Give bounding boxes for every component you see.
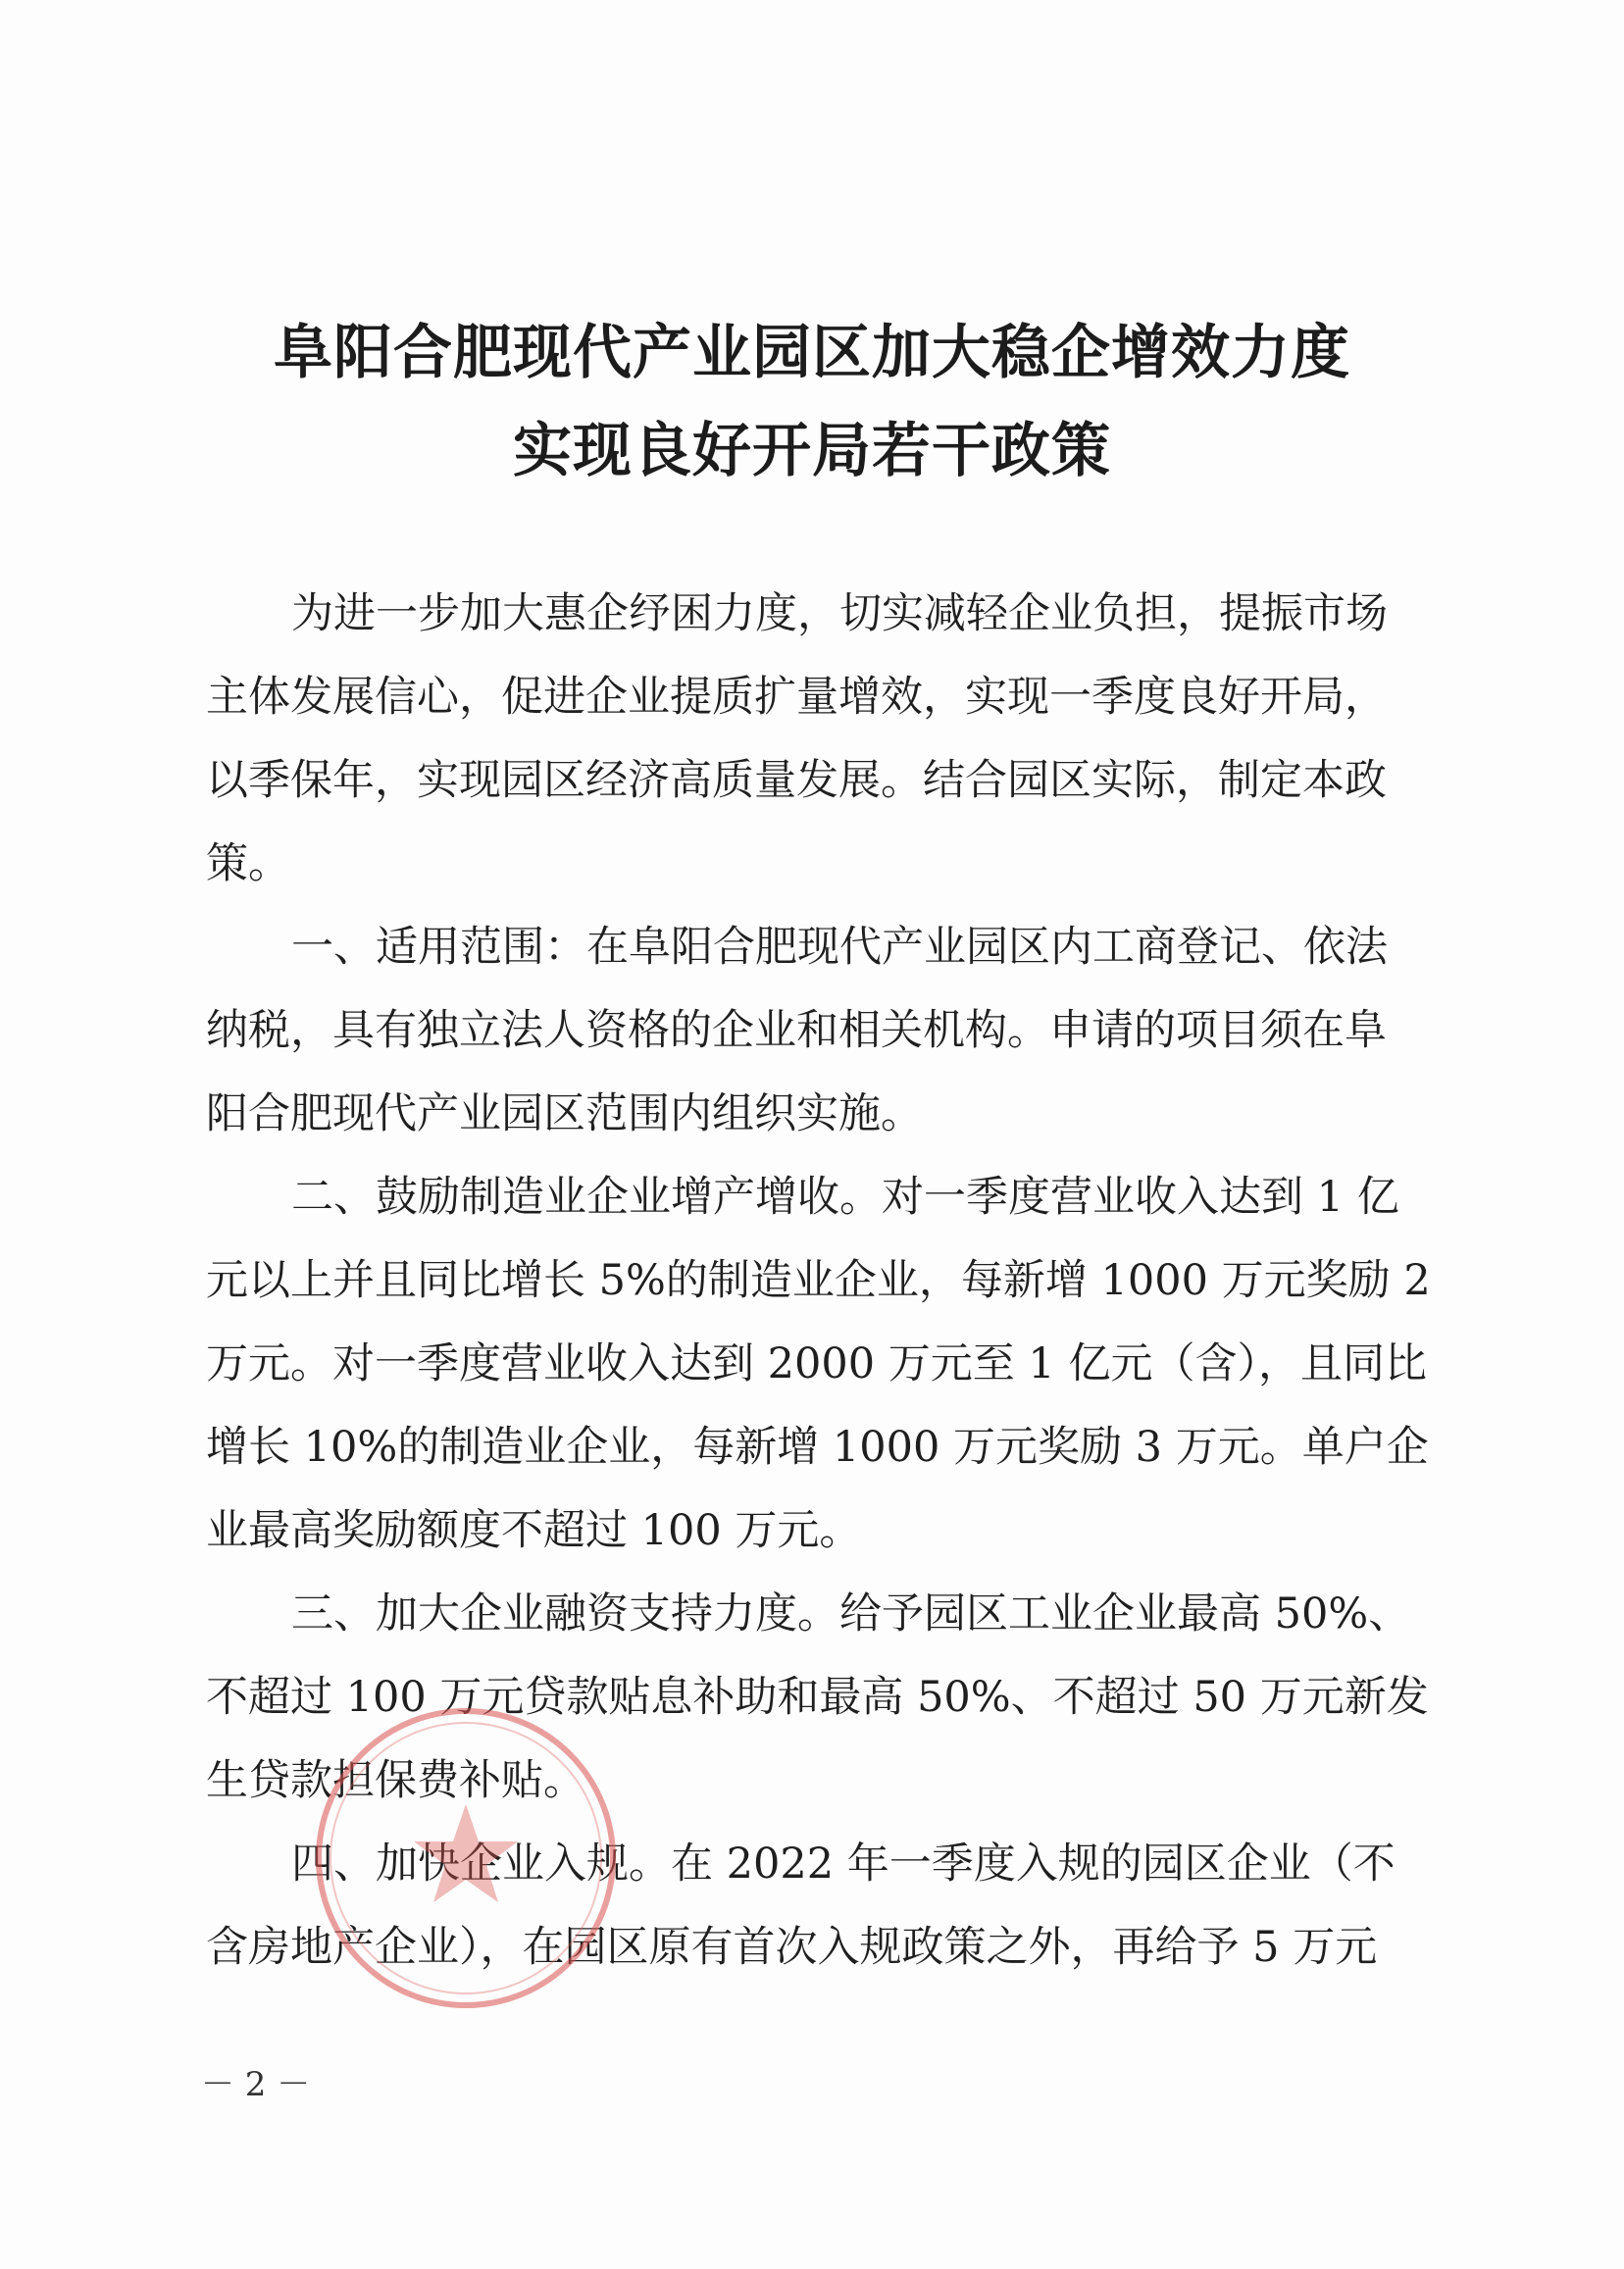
body-line: 不超过 100 万元贷款贴息补助和最高 50%、不超过 50 万元新发 — [206, 1673, 1429, 1722]
body-line: 三、加大企业融资支持力度。给予园区工业企业最高 50%、 — [291, 1589, 1411, 1639]
body-line: 万元。对一季度营业收入达到 2000 万元至 1 亿元（含），且同比 — [206, 1339, 1427, 1388]
body-line: 含房地产企业），在园区原有首次入规政策之外，再给予 5 万元 — [206, 1923, 1378, 1972]
body-line: 增长 10%的制造业企业，每新增 1000 万元奖励 3 万元。单户企 — [206, 1423, 1429, 1472]
body-line: 纳税，具有独立法人资格的企业和相关机构。申请的项目须在阜 — [206, 1006, 1387, 1055]
body-line: 元以上并且同比增长 5%的制造业企业，每新增 1000 万元奖励 2 — [206, 1256, 1431, 1305]
body-line: 以季保年，实现园区经济高质量发展。结合园区实际，制定本政 — [206, 756, 1387, 805]
document-title-line1: 阜阳合肥现代产业园区加大稳企增效力度 — [274, 319, 1350, 387]
body-line: 业最高奖励额度不超过 100 万元。 — [206, 1506, 862, 1555]
document-title-line2: 实现良好开局若干政策 — [513, 417, 1111, 485]
body-line: 二、鼓励制造业企业增产增收。对一季度营业收入达到 1 亿 — [291, 1173, 1399, 1222]
body-line: 生贷款担保费补贴。 — [206, 1756, 585, 1805]
body-line: 主体发展信心，促进企业提质扩量增效，实现一季度良好开局， — [206, 673, 1387, 722]
body-line: 为进一步加大惠企纾困力度，切实减轻企业负担，提振市场 — [291, 589, 1388, 638]
body-line: 一、适用范围：在阜阳合肥现代产业园区内工商登记、依法 — [291, 923, 1388, 972]
body-line: 阳合肥现代产业园区范围内组织实施。 — [206, 1089, 923, 1138]
body-line: 策。 — [206, 839, 290, 888]
body-line: 四、加快企业入规。在 2022 年一季度入规的园区企业（不 — [291, 1840, 1396, 1889]
page-number: － 2 － — [201, 2065, 311, 2104]
